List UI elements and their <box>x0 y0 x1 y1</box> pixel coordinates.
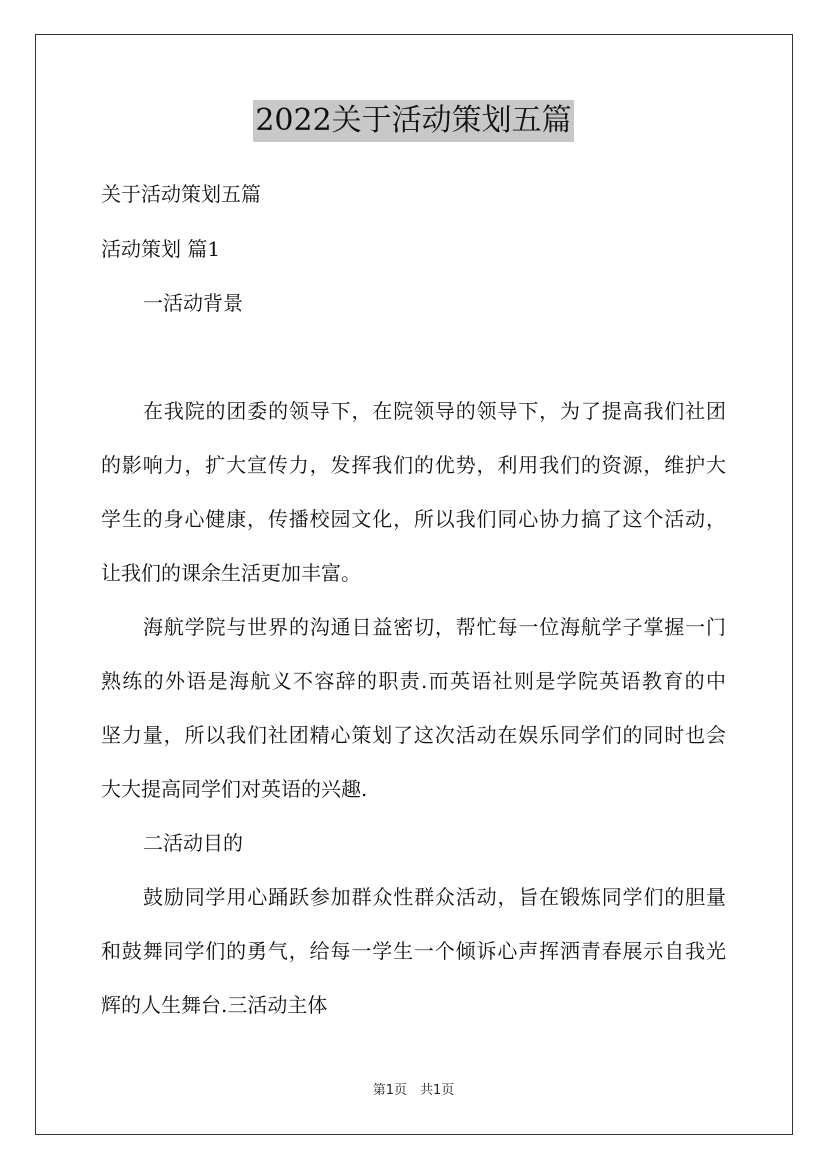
paragraph-line: 熟练的外语是海航义不容辞的职责.而英语社则是学院英语教育的中 <box>101 669 726 693</box>
paragraph-line: 和鼓舞同学们的勇气，给每一学生一个倾诉心声挥洒青春展示自我光 <box>101 939 726 963</box>
paragraph-line: 让我们的课余生活更加丰富。 <box>101 561 361 585</box>
page-number-footer: 第1页 共1页 <box>372 1083 455 1098</box>
paragraph-line: 学生的身心健康，传播校园文化，所以我们同心协力搞了这个活动， <box>101 507 726 531</box>
heading-purpose: 二活动目的 <box>143 831 243 855</box>
paragraph-line: 鼓励同学用心踊跃参加群众性群众活动，旨在锻炼同学们的胆量 <box>143 885 726 909</box>
paragraph-line: 坚力量，所以我们社团精心策划了这次活动在娱乐同学们的同时也会 <box>101 723 726 747</box>
heading-background: 一活动背景 <box>143 291 243 315</box>
paragraph-line: 大大提高同学们对英语的兴趣. <box>101 777 368 801</box>
paragraph-line: 的影响力，扩大宣传力，发挥我们的优势，利用我们的资源，维护大 <box>101 453 726 477</box>
paragraph-line: 辉的人生舞台.三活动主体 <box>101 993 328 1017</box>
paragraph-line: 在我院的团委的领导下，在院领导的领导下，为了提高我们社团 <box>143 399 726 423</box>
section-heading: 活动策划 篇1 <box>101 237 221 261</box>
document-title: 2022关于活动策划五篇 <box>253 100 573 142</box>
paragraph-line: 海航学院与世界的沟通日益密切，帮忙每一位海航学子掌握一门 <box>143 615 726 639</box>
document-subtitle: 关于活动策划五篇 <box>101 182 261 206</box>
title-container <box>0 100 827 142</box>
